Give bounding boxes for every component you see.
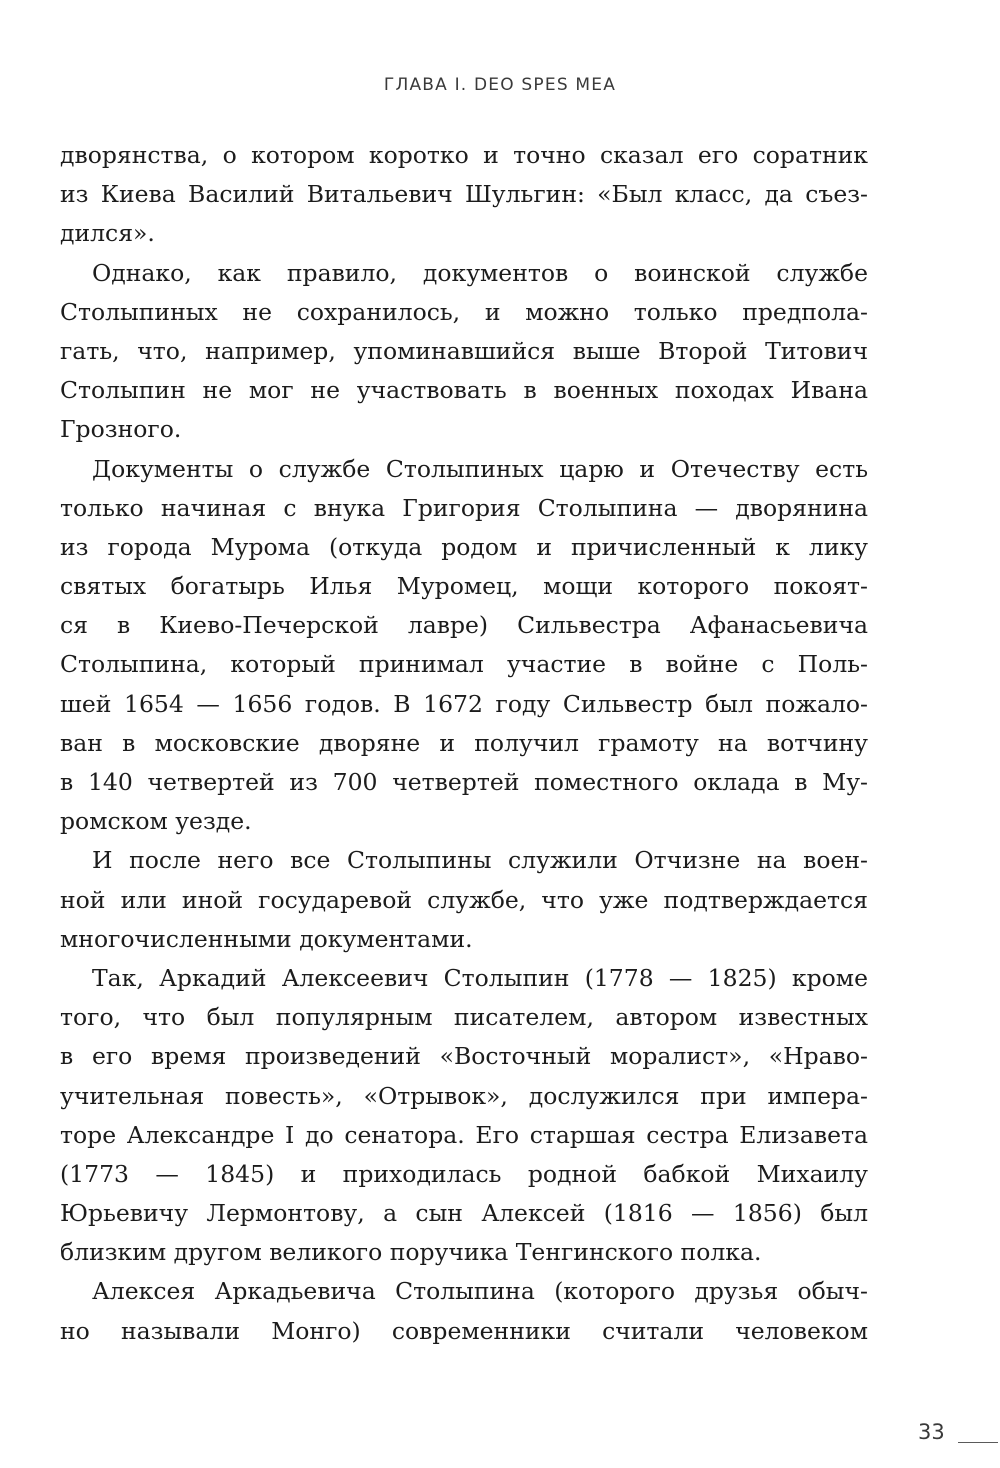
text-line: близким другом великого поручика Тенгинского полка. <box>60 1238 762 1267</box>
text-line: Грозного. <box>60 415 182 444</box>
text-line: многочисленными документами. <box>60 924 473 953</box>
text-line: но называли Монго) современники считали человеком <box>60 1316 868 1345</box>
text-line: в 140 четвертей из 700 четвертей поместного оклада в Му- <box>60 768 868 796</box>
text-line: учительная повесть», «Отрывок», дослужился при импера- <box>60 1081 868 1110</box>
text-line: дворянства, о котором коротко и точно сказал его соратник <box>60 141 868 169</box>
text-line: Юрьевичу Лермонтову, а сын Алексей (1816 — 1856) был <box>60 1199 868 1228</box>
text-line: гать, что, например, упоминавшийся выше Второй Титович <box>60 336 868 365</box>
text-line: только начиная с внука Григория Столыпина — дворянина <box>60 493 868 522</box>
text-line: И после него все Столыпины служили Отчизне на воен- <box>92 846 868 875</box>
text-line: того, что был популярным писателем, автором известных <box>60 1003 868 1032</box>
text-line: Столыпина, который принимал участие в войне с Поль- <box>60 650 868 679</box>
text-line: торе Александре I до сенатора. Его старшая сестра Елизавета <box>60 1120 868 1149</box>
text-line: ромском уезде. <box>60 807 252 836</box>
text-line: Однако, как правило, документов о воинской службе <box>92 258 868 287</box>
text-line: дился». <box>60 219 155 248</box>
text-line: Столыпин не мог не участвовать в военных походах Ивана <box>60 376 868 405</box>
text-line: Алексея Аркадьевича Столыпина (которого друзья обыч- <box>92 1277 868 1306</box>
text-line: Так, Аркадий Алексеевич Столыпин (1778 — 1825) кроме <box>92 963 868 992</box>
text-line: шей 1654 — 1656 годов. В 1672 году Сильвестр был пожало- <box>60 689 868 718</box>
text-line: (1773 — 1845) и приходилась родной бабкой Михаилу <box>60 1159 868 1188</box>
text-line: святых богатырь Илья Муромец, мощи которого покоят- <box>60 572 868 601</box>
running-head: ГЛАВА I. DEO SPES MEA <box>383 75 617 95</box>
text-line: ван в московские дворяне и получил грамоту на вотчину <box>60 728 868 757</box>
text-line: ной или иной государевой службе, что уже подтверждается <box>60 885 868 914</box>
text-line: из города Мурома (откуда родом и причисленный к лику <box>60 532 868 561</box>
folio-rule <box>958 1442 998 1443</box>
paragraph-1 <box>60 136 868 254</box>
paragraph-6 <box>60 1272 868 1350</box>
text-line: ся в Киево-Печерской лавре) Сильвестра Афанасьевича <box>60 611 868 640</box>
text-line: в его время произведений «Восточный моралист», «Нраво- <box>60 1042 868 1071</box>
paragraph-2 <box>60 254 868 450</box>
body-text <box>60 136 868 1351</box>
paragraph-3 <box>60 450 868 842</box>
text-line: Столыпиных не сохранилось, и можно только предпола- <box>60 297 868 326</box>
paragraph-4 <box>60 841 868 959</box>
text-line: из Киева Василий Витальевич Шульгин: «Был класс, да съез- <box>60 180 868 209</box>
paragraph-5 <box>60 959 868 1273</box>
page-number: 33 <box>918 1420 945 1444</box>
text-line: Документы о службе Столыпиных царю и Отечеству есть <box>92 454 868 483</box>
